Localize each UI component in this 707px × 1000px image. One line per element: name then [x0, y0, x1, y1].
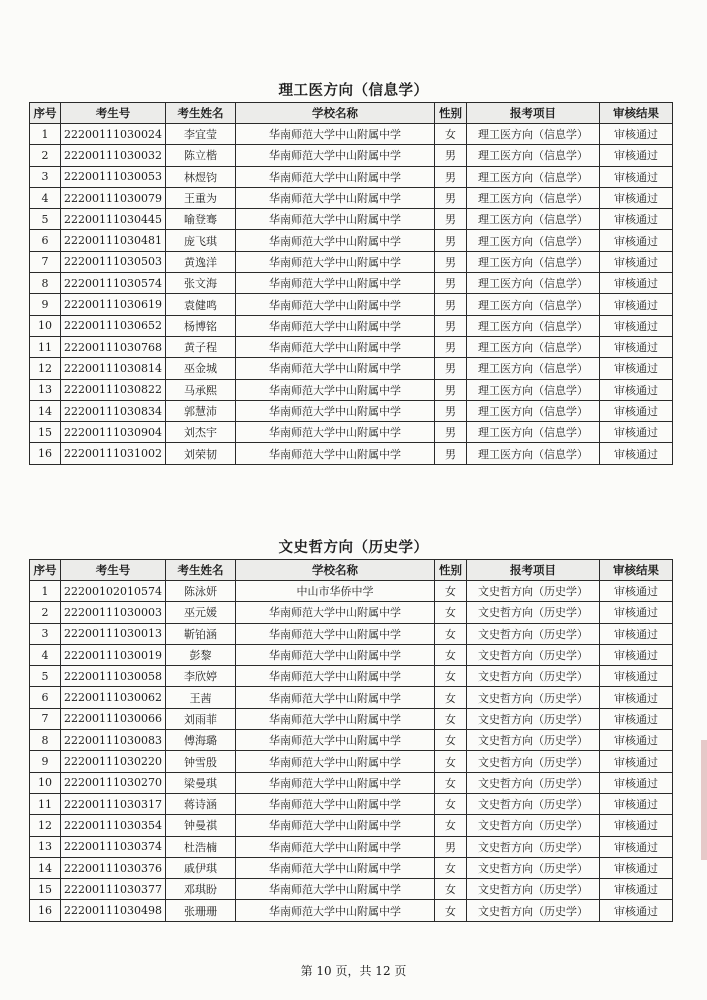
cell-name: 王重为	[166, 187, 236, 208]
cell-name: 张珊珊	[166, 900, 236, 921]
cell-result: 审核通过	[600, 336, 673, 357]
cell-exam-id: 22200111030083	[61, 730, 166, 751]
cell-gender: 女	[435, 793, 467, 814]
cell-name: 杜浩楠	[166, 836, 236, 857]
cell-index: 13	[30, 379, 61, 400]
cell-result: 审核通过	[600, 273, 673, 294]
cell-result: 审核通过	[600, 836, 673, 857]
cell-exam-id: 22200111030445	[61, 209, 166, 230]
cell-index: 1	[30, 124, 61, 145]
cell-name: 刘杰宇	[166, 422, 236, 443]
cell-gender: 男	[435, 187, 467, 208]
cell-name: 黄逸洋	[166, 251, 236, 272]
cell-name: 蒋诗涵	[166, 793, 236, 814]
col-header-result: 审核结果	[600, 103, 673, 124]
cell-gender: 女	[435, 666, 467, 687]
cell-school: 华南师范大学中山附属中学	[236, 708, 435, 729]
cell-program: 文史哲方向（历史学）	[467, 666, 600, 687]
cell-exam-id: 22200111030220	[61, 751, 166, 772]
cell-exam-id: 22200111030079	[61, 187, 166, 208]
table-row	[30, 730, 673, 751]
cell-exam-id: 22200111030003	[61, 602, 166, 623]
cell-index: 13	[30, 836, 61, 857]
table-row	[30, 581, 673, 602]
table-row	[30, 145, 673, 166]
cell-result: 审核通过	[600, 422, 673, 443]
cell-name: 傅海璐	[166, 730, 236, 751]
cell-program: 文史哲方向（历史学）	[467, 730, 600, 751]
table-row	[30, 644, 673, 665]
col-header-name: 考生姓名	[166, 103, 236, 124]
cell-school: 华南师范大学中山附属中学	[236, 251, 435, 272]
table-row	[30, 379, 673, 400]
cell-index: 14	[30, 857, 61, 878]
cell-index: 2	[30, 602, 61, 623]
cell-program: 理工医方向（信息学）	[467, 422, 600, 443]
cell-name: 李欣婷	[166, 666, 236, 687]
cell-exam-id: 22200111031002	[61, 443, 166, 464]
cell-index: 9	[30, 751, 61, 772]
cell-program: 文史哲方向（历史学）	[467, 687, 600, 708]
col-header-gender: 性别	[435, 103, 467, 124]
cell-result: 审核通过	[600, 166, 673, 187]
cell-index: 3	[30, 166, 61, 187]
cell-program: 理工医方向（信息学）	[467, 294, 600, 315]
cell-exam-id: 22200111030574	[61, 273, 166, 294]
table-row	[30, 187, 673, 208]
cell-name: 陈立楷	[166, 145, 236, 166]
table-row	[30, 294, 673, 315]
cell-gender: 女	[435, 879, 467, 900]
cell-result: 审核通过	[600, 708, 673, 729]
cell-gender: 男	[435, 836, 467, 857]
cell-school: 华南师范大学中山附属中学	[236, 836, 435, 857]
cell-result: 审核通过	[600, 687, 673, 708]
cell-index: 2	[30, 145, 61, 166]
table-row	[30, 358, 673, 379]
cell-program: 理工医方向（信息学）	[467, 400, 600, 421]
cell-result: 审核通过	[600, 644, 673, 665]
cell-gender: 男	[435, 358, 467, 379]
cell-program: 文史哲方向（历史学）	[467, 836, 600, 857]
cell-exam-id: 22200111030013	[61, 623, 166, 644]
cell-gender: 女	[435, 687, 467, 708]
cell-program: 理工医方向（信息学）	[467, 358, 600, 379]
cell-name: 戚伊琪	[166, 857, 236, 878]
cell-result: 审核通过	[600, 900, 673, 921]
cell-exam-id: 22200111030498	[61, 900, 166, 921]
cell-result: 审核通过	[600, 772, 673, 793]
cell-index: 10	[30, 315, 61, 336]
table-row	[30, 443, 673, 464]
cell-gender: 女	[435, 772, 467, 793]
cell-name: 庞飞琪	[166, 230, 236, 251]
cell-program: 理工医方向（信息学）	[467, 230, 600, 251]
page-number-footer: 第 10 页，共 12 页	[300, 964, 407, 978]
cell-gender: 女	[435, 751, 467, 772]
cell-index: 6	[30, 230, 61, 251]
col-header-result: 审核结果	[600, 560, 673, 581]
cell-index: 7	[30, 251, 61, 272]
cell-index: 4	[30, 644, 61, 665]
cell-index: 16	[30, 443, 61, 464]
table-row	[30, 400, 673, 421]
cell-school: 华南师范大学中山附属中学	[236, 166, 435, 187]
cell-index: 16	[30, 900, 61, 921]
col-header-gender: 性别	[435, 560, 467, 581]
cell-index: 1	[30, 581, 61, 602]
cell-school: 华南师范大学中山附属中学	[236, 666, 435, 687]
table-row	[30, 166, 673, 187]
cell-school: 华南师范大学中山附属中学	[236, 900, 435, 921]
cell-gender: 男	[435, 273, 467, 294]
cell-exam-id: 22200111030376	[61, 857, 166, 878]
table-row	[30, 793, 673, 814]
cell-school: 华南师范大学中山附属中学	[236, 772, 435, 793]
cell-exam-id: 22200111030904	[61, 422, 166, 443]
cell-result: 审核通过	[600, 581, 673, 602]
cell-gender: 男	[435, 422, 467, 443]
cell-result: 审核通过	[600, 602, 673, 623]
col-header-exam-id: 考生号	[61, 560, 166, 581]
col-header-index: 序号	[30, 560, 61, 581]
table-row	[30, 708, 673, 729]
cell-exam-id: 22200111030019	[61, 644, 166, 665]
cell-gender: 男	[435, 294, 467, 315]
cell-index: 3	[30, 623, 61, 644]
cell-gender: 男	[435, 230, 467, 251]
table-row	[30, 336, 673, 357]
table-row	[30, 751, 673, 772]
cell-gender: 男	[435, 336, 467, 357]
table-header-row	[30, 103, 673, 124]
cell-result: 审核通过	[600, 379, 673, 400]
cell-school: 华南师范大学中山附属中学	[236, 294, 435, 315]
cell-name: 梁曼琪	[166, 772, 236, 793]
cell-index: 12	[30, 358, 61, 379]
cell-program: 理工医方向（信息学）	[467, 443, 600, 464]
cell-school: 华南师范大学中山附属中学	[236, 815, 435, 836]
cell-name: 邓琪盼	[166, 879, 236, 900]
table-row	[30, 124, 673, 145]
cell-gender: 女	[435, 900, 467, 921]
cell-gender: 女	[435, 644, 467, 665]
cell-name: 彭黎	[166, 644, 236, 665]
cell-result: 审核通过	[600, 815, 673, 836]
cell-result: 审核通过	[600, 251, 673, 272]
table-row	[30, 687, 673, 708]
cell-school: 华南师范大学中山附属中学	[236, 644, 435, 665]
cell-gender: 男	[435, 400, 467, 421]
cell-name: 张文海	[166, 273, 236, 294]
cell-index: 10	[30, 772, 61, 793]
cell-school: 华南师范大学中山附属中学	[236, 857, 435, 878]
cell-program: 理工医方向（信息学）	[467, 166, 600, 187]
cell-name: 杨博铭	[166, 315, 236, 336]
table-informatics	[29, 102, 673, 465]
cell-school: 华南师范大学中山附属中学	[236, 400, 435, 421]
cell-exam-id: 22200111030652	[61, 315, 166, 336]
cell-gender: 女	[435, 708, 467, 729]
cell-gender: 男	[435, 145, 467, 166]
cell-result: 审核通过	[600, 730, 673, 751]
cell-exam-id: 22200111030377	[61, 879, 166, 900]
table-row	[30, 230, 673, 251]
cell-gender: 女	[435, 730, 467, 751]
cell-program: 文史哲方向（历史学）	[467, 900, 600, 921]
table-row	[30, 422, 673, 443]
seal-stamp-edge	[701, 740, 707, 860]
cell-exam-id: 22200111030317	[61, 793, 166, 814]
cell-index: 11	[30, 336, 61, 357]
cell-school: 华南师范大学中山附属中学	[236, 315, 435, 336]
cell-gender: 女	[435, 602, 467, 623]
table-body-history	[30, 581, 673, 922]
cell-school: 华南师范大学中山附属中学	[236, 602, 435, 623]
cell-program: 理工医方向（信息学）	[467, 251, 600, 272]
cell-gender: 女	[435, 857, 467, 878]
cell-exam-id: 22200111030354	[61, 815, 166, 836]
cell-gender: 女	[435, 623, 467, 644]
cell-name: 黄子程	[166, 336, 236, 357]
table-row	[30, 900, 673, 921]
cell-school: 华南师范大学中山附属中学	[236, 879, 435, 900]
table-row	[30, 273, 673, 294]
cell-index: 5	[30, 666, 61, 687]
cell-program: 理工医方向（信息学）	[467, 209, 600, 230]
cell-name: 陈泳妍	[166, 581, 236, 602]
cell-school: 华南师范大学中山附属中学	[236, 730, 435, 751]
cell-exam-id: 22200111030032	[61, 145, 166, 166]
cell-name: 巫元媛	[166, 602, 236, 623]
cell-result: 审核通过	[600, 623, 673, 644]
cell-school: 华南师范大学中山附属中学	[236, 145, 435, 166]
cell-index: 5	[30, 209, 61, 230]
cell-gender: 男	[435, 251, 467, 272]
cell-name: 李宜莹	[166, 124, 236, 145]
cell-index: 15	[30, 879, 61, 900]
cell-name: 钟雪殷	[166, 751, 236, 772]
cell-name: 郭慧沛	[166, 400, 236, 421]
cell-school: 华南师范大学中山附属中学	[236, 751, 435, 772]
cell-school: 华南师范大学中山附属中学	[236, 379, 435, 400]
cell-program: 文史哲方向（历史学）	[467, 772, 600, 793]
cell-gender: 女	[435, 581, 467, 602]
col-header-school: 学校名称	[236, 103, 435, 124]
cell-name: 喻登骞	[166, 209, 236, 230]
cell-program: 文史哲方向（历史学）	[467, 708, 600, 729]
cell-program: 文史哲方向（历史学）	[467, 751, 600, 772]
cell-school: 华南师范大学中山附属中学	[236, 124, 435, 145]
cell-result: 审核通过	[600, 751, 673, 772]
table-row	[30, 209, 673, 230]
table-row	[30, 879, 673, 900]
cell-gender: 男	[435, 443, 467, 464]
cell-gender: 男	[435, 379, 467, 400]
cell-school: 华南师范大学中山附属中学	[236, 209, 435, 230]
cell-result: 审核通过	[600, 358, 673, 379]
cell-index: 4	[30, 187, 61, 208]
section-title-informatics: 理工医方向（信息学）	[278, 82, 429, 99]
cell-index: 8	[30, 273, 61, 294]
cell-name: 袁健鸣	[166, 294, 236, 315]
table-row	[30, 666, 673, 687]
cell-index: 12	[30, 815, 61, 836]
cell-exam-id: 22200111030822	[61, 379, 166, 400]
cell-school: 华南师范大学中山附属中学	[236, 793, 435, 814]
cell-result: 审核通过	[600, 209, 673, 230]
cell-result: 审核通过	[600, 145, 673, 166]
cell-school: 华南师范大学中山附属中学	[236, 623, 435, 644]
cell-name: 林煜钧	[166, 166, 236, 187]
col-header-name: 考生姓名	[166, 560, 236, 581]
cell-result: 审核通过	[600, 124, 673, 145]
cell-index: 6	[30, 687, 61, 708]
cell-program: 文史哲方向（历史学）	[467, 793, 600, 814]
cell-exam-id: 22200111030768	[61, 336, 166, 357]
cell-name: 钟曼祺	[166, 815, 236, 836]
cell-program: 理工医方向（信息学）	[467, 145, 600, 166]
cell-gender: 男	[435, 209, 467, 230]
cell-exam-id: 22200111030814	[61, 358, 166, 379]
table-header-row	[30, 560, 673, 581]
cell-program: 文史哲方向（历史学）	[467, 644, 600, 665]
cell-program: 文史哲方向（历史学）	[467, 581, 600, 602]
table-row	[30, 315, 673, 336]
table-row	[30, 772, 673, 793]
table-row	[30, 815, 673, 836]
section-title-history: 文史哲方向（历史学）	[278, 539, 429, 556]
cell-index: 8	[30, 730, 61, 751]
table-row	[30, 857, 673, 878]
cell-program: 文史哲方向（历史学）	[467, 623, 600, 644]
cell-program: 理工医方向（信息学）	[467, 273, 600, 294]
cell-exam-id: 22200111030062	[61, 687, 166, 708]
cell-exam-id: 22200111030270	[61, 772, 166, 793]
cell-result: 审核通过	[600, 294, 673, 315]
cell-name: 马承熙	[166, 379, 236, 400]
cell-gender: 男	[435, 315, 467, 336]
cell-exam-id: 22200102010574	[61, 581, 166, 602]
table-row	[30, 836, 673, 857]
cell-school: 华南师范大学中山附属中学	[236, 443, 435, 464]
cell-index: 11	[30, 793, 61, 814]
col-header-index: 序号	[30, 103, 61, 124]
cell-name: 王茜	[166, 687, 236, 708]
cell-exam-id: 22200111030053	[61, 166, 166, 187]
table-row	[30, 602, 673, 623]
cell-school: 华南师范大学中山附属中学	[236, 358, 435, 379]
cell-program: 理工医方向（信息学）	[467, 336, 600, 357]
cell-school: 华南师范大学中山附属中学	[236, 422, 435, 443]
cell-result: 审核通过	[600, 187, 673, 208]
col-header-program: 报考项目	[467, 103, 600, 124]
cell-exam-id: 22200111030503	[61, 251, 166, 272]
cell-gender: 男	[435, 166, 467, 187]
cell-program: 文史哲方向（历史学）	[467, 602, 600, 623]
cell-name: 靳铂涵	[166, 623, 236, 644]
table-history	[29, 559, 673, 922]
cell-exam-id: 22200111030619	[61, 294, 166, 315]
cell-school: 华南师范大学中山附属中学	[236, 230, 435, 251]
cell-exam-id: 22200111030024	[61, 124, 166, 145]
cell-exam-id: 22200111030066	[61, 708, 166, 729]
cell-result: 审核通过	[600, 230, 673, 251]
cell-program: 文史哲方向（历史学）	[467, 879, 600, 900]
cell-result: 审核通过	[600, 793, 673, 814]
cell-school: 华南师范大学中山附属中学	[236, 687, 435, 708]
cell-program: 文史哲方向（历史学）	[467, 857, 600, 878]
cell-program: 理工医方向（信息学）	[467, 379, 600, 400]
cell-gender: 女	[435, 124, 467, 145]
cell-result: 审核通过	[600, 400, 673, 421]
cell-result: 审核通过	[600, 443, 673, 464]
table-row	[30, 251, 673, 272]
cell-name: 刘荣韧	[166, 443, 236, 464]
cell-index: 15	[30, 422, 61, 443]
cell-index: 14	[30, 400, 61, 421]
table-row	[30, 623, 673, 644]
cell-program: 文史哲方向（历史学）	[467, 815, 600, 836]
cell-exam-id: 22200111030481	[61, 230, 166, 251]
cell-result: 审核通过	[600, 879, 673, 900]
cell-result: 审核通过	[600, 315, 673, 336]
cell-name: 巫金城	[166, 358, 236, 379]
cell-exam-id: 22200111030058	[61, 666, 166, 687]
col-header-school: 学校名称	[236, 560, 435, 581]
cell-school: 华南师范大学中山附属中学	[236, 336, 435, 357]
cell-program: 理工医方向（信息学）	[467, 315, 600, 336]
col-header-exam-id: 考生号	[61, 103, 166, 124]
cell-exam-id: 22200111030374	[61, 836, 166, 857]
cell-result: 审核通过	[600, 666, 673, 687]
cell-exam-id: 22200111030834	[61, 400, 166, 421]
cell-index: 7	[30, 708, 61, 729]
cell-school: 华南师范大学中山附属中学	[236, 187, 435, 208]
table-body-informatics	[30, 124, 673, 465]
col-header-program: 报考项目	[467, 560, 600, 581]
cell-gender: 女	[435, 815, 467, 836]
cell-school: 中山市华侨中学	[236, 581, 435, 602]
cell-school: 华南师范大学中山附属中学	[236, 273, 435, 294]
cell-result: 审核通过	[600, 857, 673, 878]
cell-name: 刘雨菲	[166, 708, 236, 729]
cell-index: 9	[30, 294, 61, 315]
cell-program: 理工医方向（信息学）	[467, 124, 600, 145]
cell-program: 理工医方向（信息学）	[467, 187, 600, 208]
